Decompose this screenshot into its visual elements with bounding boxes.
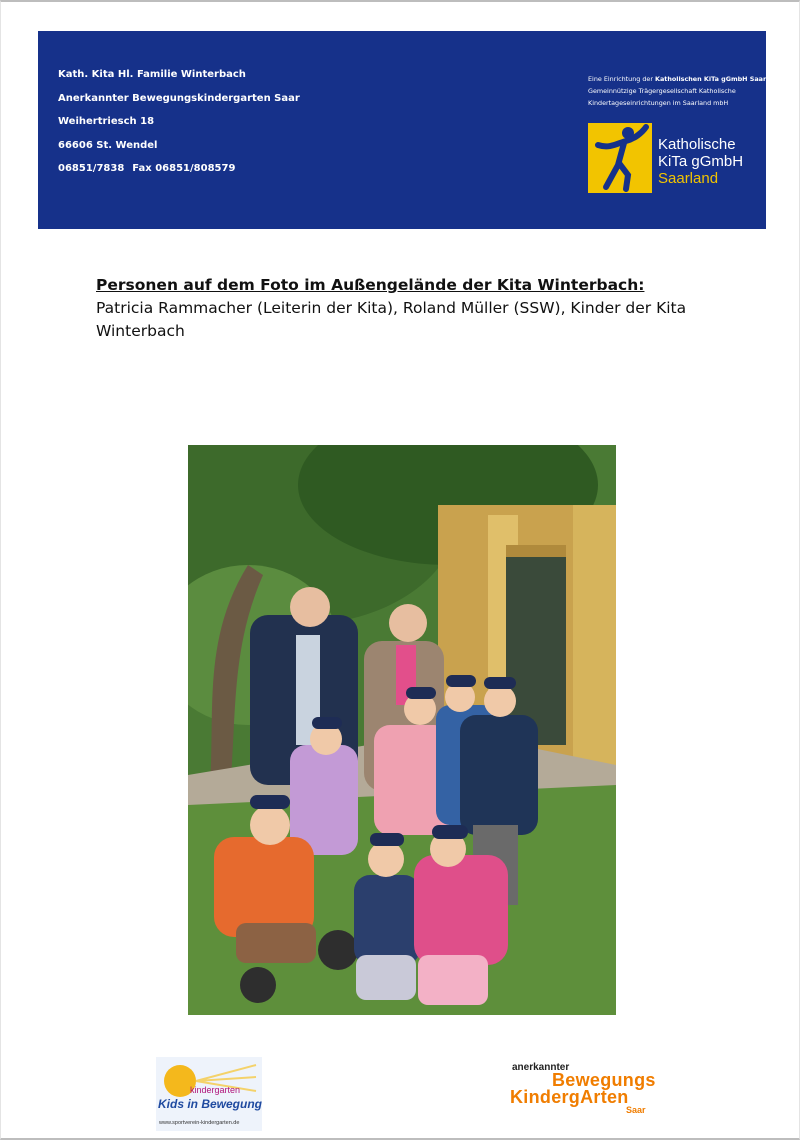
logo-line3: Saarland xyxy=(658,170,719,187)
bewegung-logo-line1: anerkannter xyxy=(512,1062,570,1073)
phone-number: 06851/7838 xyxy=(58,163,125,174)
kids-logo-line1: kindergarten xyxy=(190,1085,241,1095)
org-note-line2: Gemeinnützige Trägergesellschaft Katholische xyxy=(588,87,736,95)
caption-text: Patricia Rammacher (Leiterin der Kita), Roland Müller (SSW), Kinder der Kita Winterbach xyxy=(96,299,687,340)
kids-in-bewegung-logo xyxy=(156,1057,262,1131)
fax-number: Fax 06851/808579 xyxy=(132,163,236,174)
logo-line2: KiTa gGmbH xyxy=(658,153,744,170)
address-line-phone xyxy=(58,163,300,187)
kita-logo-text xyxy=(658,136,743,187)
caption-heading: Personen auf dem Foto im Außengelände der Kita Winterbach: xyxy=(96,276,645,294)
bewegung-logo-line2: Bewegungs xyxy=(552,1070,656,1090)
address-line-name: Kath. Kita Hl. Familie Winterbach xyxy=(58,69,246,80)
letterhead xyxy=(38,31,782,229)
photo-caption xyxy=(96,274,716,343)
kids-logo-line2: Kids in Bewegung xyxy=(158,1097,263,1111)
logo-line1: Katholische xyxy=(658,136,736,153)
bewegungskindergarten-logo xyxy=(508,1061,658,1121)
org-note-name: Katholischen KiTa gGmbH Saarland xyxy=(655,75,782,83)
bewegung-logo-line4: Saar xyxy=(626,1105,646,1115)
kids-logo-url: www.sportverein-kindergarten.de xyxy=(159,1120,240,1126)
address-line-city: 66606 St. Wendel xyxy=(58,139,158,151)
address-line-street: Weihertriesch 18 xyxy=(58,116,155,127)
organization-note xyxy=(588,73,782,109)
org-note-prefix: Eine Einrichtung der xyxy=(588,75,653,83)
group-photo xyxy=(188,445,616,1015)
bewegung-logo-line3: KindergArten xyxy=(510,1087,629,1107)
kita-logo-icon xyxy=(588,123,652,193)
address-block xyxy=(58,69,300,187)
address-line-subtitle: Anerkannter Bewegungskindergarten Saar xyxy=(58,92,300,104)
org-note-line3: Kindertageseinrichtungen im Saarland mbH xyxy=(588,99,729,107)
